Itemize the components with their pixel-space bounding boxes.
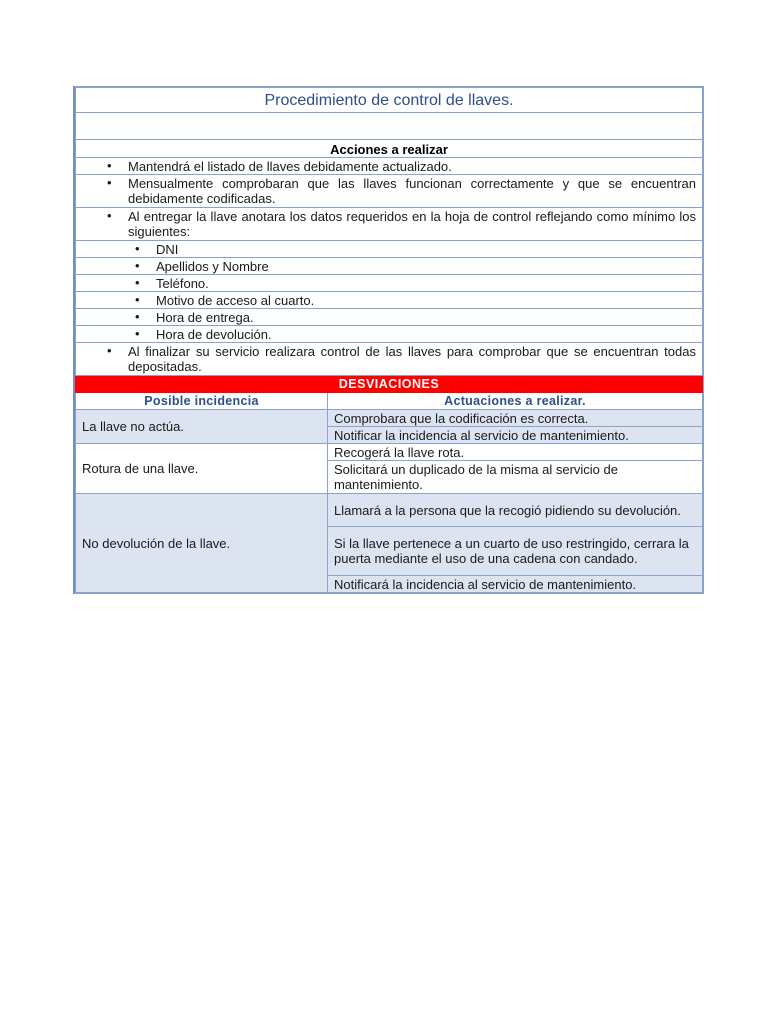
- blank-row: [76, 113, 703, 140]
- sub-item-motivo: • Motivo de acceso al cuarto.: [76, 292, 703, 309]
- actuacion-2-2: Solicitará un duplicado de la misma al servicio de mantenimiento.: [328, 461, 703, 494]
- actuacion-1-1: Comprobara que la codificación es correcta.: [328, 410, 703, 427]
- actuacion-3-3: Notificará la incidencia al servicio de mantenimiento.: [328, 576, 703, 593]
- document-title: Procedimiento de control de llaves.: [76, 88, 703, 113]
- sub-item-hora-entrega: • Hora de entrega.: [76, 309, 703, 326]
- accion-item-2: • Mensualmente comprobaran que las llaves funcionan correctamente y que se encuentran debidamente codificadas.: [76, 175, 703, 208]
- sub-item-dni: • DNI: [76, 241, 703, 258]
- col-header-actuaciones: Actuaciones a realizar.: [328, 393, 703, 410]
- accion-item-4: • Al finalizar su servicio realizara control de las llaves para comprobar que se encuentran todas depositadas.: [76, 343, 703, 376]
- incidencia-3: No devolución de la llave.: [76, 494, 328, 593]
- accion-item-1: • Mantendrá el listado de llaves debidamente actualizado.: [76, 158, 703, 175]
- incidencia-1: La llave no actúa.: [76, 410, 328, 444]
- incidencia-2: Rotura de una llave.: [76, 444, 328, 494]
- procedure-table: [75, 87, 703, 593]
- actuacion-3-2: Si la llave pertenece a un cuarto de uso restringido, cerrara la puerta mediante el uso de una cadena con candado.: [328, 527, 703, 576]
- procedure-document: [73, 86, 704, 594]
- sub-item-nombre: • Apellidos y Nombre: [76, 258, 703, 275]
- actuacion-3-1: Llamará a la persona que la recogió pidiendo su devolución.: [328, 494, 703, 527]
- sub-item-telefono: • Teléfono.: [76, 275, 703, 292]
- sub-item-hora-devolucion: • Hora de devolución.: [76, 326, 703, 343]
- col-header-incidencia: Posible incidencia: [76, 393, 328, 410]
- acciones-header: Acciones a realizar: [76, 140, 703, 158]
- actuacion-2-1: Recogerá la llave rota.: [328, 444, 703, 461]
- accion-item-3: • Al entregar la llave anotara los datos requeridos en la hoja de control reflejando como mínimo los siguientes:: [76, 208, 703, 241]
- actuacion-1-2: Notificar la incidencia al servicio de mantenimiento.: [328, 427, 703, 444]
- desviaciones-header: DESVIACIONES: [76, 376, 703, 393]
